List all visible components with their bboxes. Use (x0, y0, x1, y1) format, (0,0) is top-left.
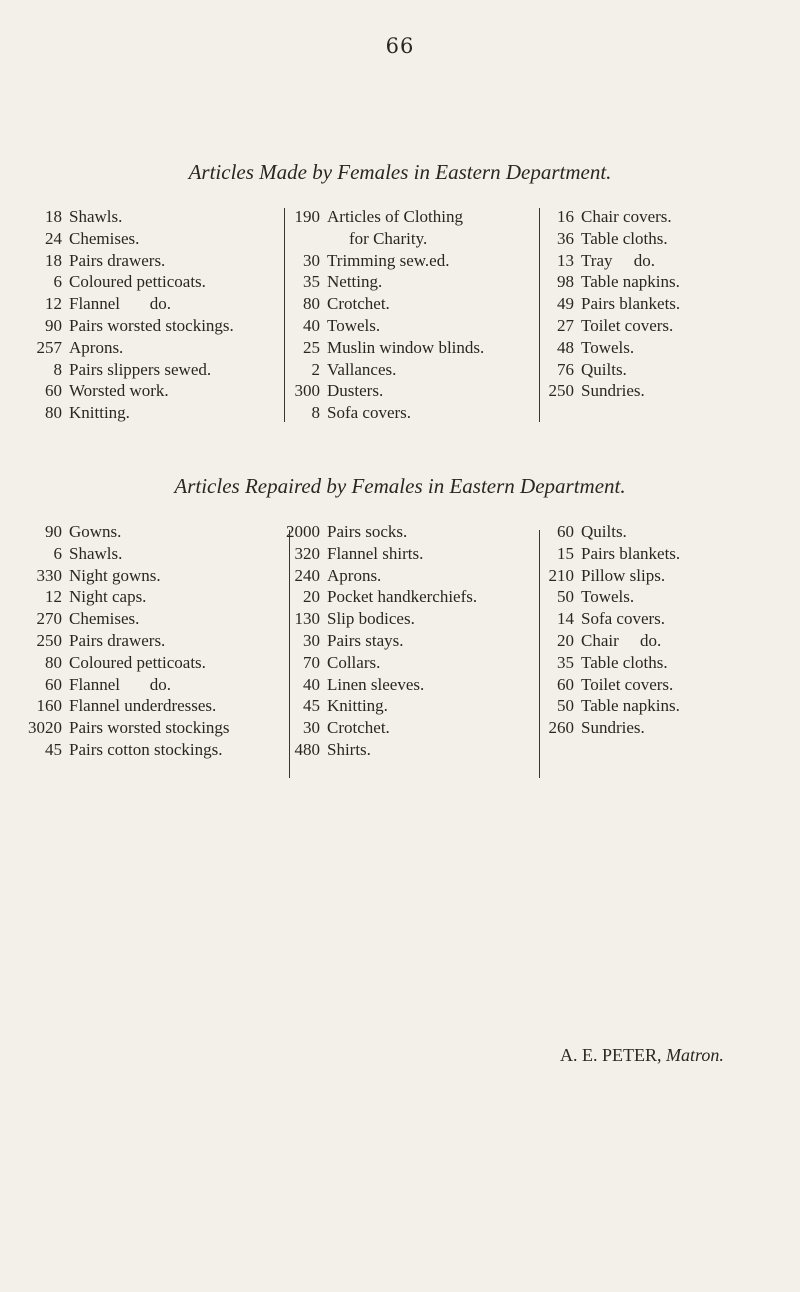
item-quantity: 160 (36, 696, 62, 716)
list-item (540, 695, 680, 717)
item-quantity: 98 (557, 272, 574, 292)
item-label: Vallances. (327, 359, 397, 379)
item-quantity: 35 (303, 272, 320, 292)
list-item (272, 630, 477, 652)
list-item (272, 521, 477, 543)
list-item (272, 586, 477, 608)
repaired-column-1 (17, 521, 230, 761)
item-quantity: 8 (53, 359, 62, 379)
item-quantity (282, 228, 327, 250)
item-quantity: 3020 (28, 718, 62, 738)
list-item (540, 315, 680, 337)
item-quantity: 40 (303, 315, 320, 335)
list-item (540, 206, 680, 228)
list-item (17, 652, 230, 674)
item-quantity: 300 (294, 381, 320, 401)
list-item (282, 315, 484, 337)
item-label: Pairs blankets. (581, 543, 681, 563)
signature-name: A. E. PETER, (560, 1045, 662, 1065)
item-label: Crotchet. (327, 294, 390, 314)
made-column-2 (282, 206, 484, 424)
item-quantity: 50 (557, 587, 574, 607)
item-quantity: 80 (45, 652, 62, 672)
list-item (17, 586, 230, 608)
item-quantity: 8 (311, 403, 320, 423)
item-label: Aprons. (69, 337, 124, 357)
list-item (272, 717, 477, 739)
item-label: Pairs drawers. (69, 630, 166, 650)
item-label: Linen sleeves. (327, 674, 425, 694)
item-label: Quilts. (581, 522, 627, 541)
item-quantity: 60 (557, 522, 574, 541)
item-quantity: 80 (45, 403, 62, 423)
list-item (272, 695, 477, 717)
item-quantity: 13 (557, 250, 574, 270)
list-item (540, 521, 680, 543)
list-item (540, 380, 680, 402)
list-item (282, 206, 484, 228)
list-item (540, 717, 680, 739)
list-item (540, 337, 680, 359)
list-item (540, 543, 680, 565)
item-quantity: 50 (557, 696, 574, 716)
item-label: Flannel underdresses. (69, 696, 217, 716)
item-label: Table cloths. (581, 652, 668, 672)
item-label: Knitting. (327, 696, 388, 716)
item-quantity: 480 (294, 739, 320, 759)
repaired-section-title: Articles Repaired by Females in Eastern Department. (174, 474, 626, 498)
item-label: Towels. (581, 587, 635, 607)
item-quantity: 18 (45, 250, 62, 270)
item-label: Toilet covers. (581, 674, 674, 694)
list-item (17, 739, 230, 761)
list-item (540, 652, 680, 674)
item-label: Gowns. (69, 522, 122, 541)
item-quantity: 24 (45, 228, 62, 248)
item-label: Crotchet. (327, 718, 390, 738)
list-item (17, 565, 230, 587)
list-item (540, 674, 680, 696)
item-quantity: 70 (303, 652, 320, 672)
item-quantity: 36 (557, 228, 574, 248)
item-quantity: 130 (294, 609, 320, 629)
item-label: Slip bodices. (327, 609, 415, 629)
item-label: Toilet covers. (581, 315, 674, 335)
item-label: Pairs socks. (327, 522, 408, 541)
list-item (540, 565, 680, 587)
item-quantity: 16 (557, 207, 574, 226)
item-quantity: 270 (36, 609, 62, 629)
item-label: Trimming sew.ed. (327, 250, 450, 270)
item-label: Sundries. (581, 718, 645, 738)
item-label: Pairs drawers. (69, 250, 166, 270)
list-item (540, 228, 680, 250)
item-quantity: 60 (45, 381, 62, 401)
list-item (282, 228, 484, 250)
list-item (282, 250, 484, 272)
made-column-3 (540, 206, 680, 402)
item-quantity: 76 (557, 359, 574, 379)
item-label: Night gowns. (69, 565, 161, 585)
item-quantity: 2000 (286, 522, 320, 541)
item-quantity: 27 (557, 315, 574, 335)
item-label: Quilts. (581, 359, 627, 379)
item-label: Sundries. (581, 381, 645, 401)
item-quantity: 30 (303, 630, 320, 650)
item-label: Articles of Clothing (327, 207, 463, 226)
item-label: Sofa covers. (581, 609, 666, 629)
item-quantity: 20 (303, 587, 320, 607)
item-label: Pocket handkerchiefs. (327, 587, 478, 607)
list-item (272, 739, 477, 761)
item-label: Table napkins. (581, 696, 680, 716)
item-label: Shawls. (69, 207, 123, 226)
list-item (22, 206, 234, 228)
item-label: Sofa covers. (327, 403, 412, 423)
repaired-column-3 (540, 521, 680, 739)
item-label: Table napkins. (581, 272, 680, 292)
item-quantity: 60 (45, 674, 62, 694)
item-quantity: 6 (53, 543, 62, 563)
page-number: 66 (385, 34, 415, 58)
list-item (272, 565, 477, 587)
list-item (22, 380, 234, 402)
item-label: Pairs stays. (327, 630, 404, 650)
item-quantity: 210 (548, 565, 574, 585)
item-quantity: 60 (557, 674, 574, 694)
item-label: for Charity. (349, 228, 428, 248)
item-quantity: 30 (303, 718, 320, 738)
item-label: Chemises. (69, 228, 140, 248)
signature-title: Matron. (666, 1045, 724, 1065)
item-label: Chair do. (581, 630, 662, 650)
item-quantity: 30 (303, 250, 320, 270)
item-label: Flannel do. (69, 294, 171, 314)
item-quantity: 190 (294, 207, 320, 226)
list-item (22, 402, 234, 424)
item-label: Netting. (327, 272, 383, 292)
item-label: Coloured petticoats. (69, 272, 206, 292)
item-quantity: 6 (53, 272, 62, 292)
item-quantity: 15 (557, 543, 574, 563)
list-item (540, 608, 680, 630)
list-item (282, 271, 484, 293)
item-label: Aprons. (327, 565, 382, 585)
list-item (282, 380, 484, 402)
item-label: Worsted work. (69, 381, 169, 401)
list-item (22, 250, 234, 272)
item-quantity: 12 (45, 294, 62, 314)
item-quantity: 2 (311, 359, 320, 379)
list-item (22, 228, 234, 250)
list-item (22, 315, 234, 337)
item-label: Night caps. (69, 587, 147, 607)
item-quantity: 35 (557, 652, 574, 672)
list-item (282, 402, 484, 424)
item-label: Flannel do. (69, 674, 171, 694)
item-quantity: 40 (303, 674, 320, 694)
list-item (17, 630, 230, 652)
item-quantity: 45 (45, 739, 62, 759)
item-quantity: 20 (557, 630, 574, 650)
list-item (282, 293, 484, 315)
list-item (17, 608, 230, 630)
item-label: Pairs worsted stockings (69, 718, 230, 738)
item-label: Chemises. (69, 609, 140, 629)
item-label: Flannel shirts. (327, 543, 424, 563)
list-item (282, 359, 484, 381)
item-quantity: 240 (294, 565, 320, 585)
list-item (22, 337, 234, 359)
item-label: Coloured petticoats. (69, 652, 206, 672)
list-item (272, 652, 477, 674)
list-item (17, 717, 230, 739)
item-label: Shawls. (69, 543, 123, 563)
list-item (272, 608, 477, 630)
list-item (22, 271, 234, 293)
item-label: Dusters. (327, 381, 384, 401)
list-item (540, 293, 680, 315)
item-label: Chair covers. (581, 207, 672, 226)
item-quantity: 320 (294, 543, 320, 563)
item-quantity: 257 (36, 337, 62, 357)
item-label: Tray do. (581, 250, 655, 270)
list-item (17, 521, 230, 543)
item-quantity: 18 (45, 207, 62, 226)
list-item (17, 674, 230, 696)
list-item (540, 586, 680, 608)
item-label: Pairs worsted stockings. (69, 315, 234, 335)
list-item (272, 674, 477, 696)
item-label: Pillow slips. (581, 565, 666, 585)
item-quantity: 14 (557, 609, 574, 629)
item-label: Muslin window blinds. (327, 337, 485, 357)
list-item (540, 630, 680, 652)
list-item (540, 271, 680, 293)
item-quantity: 49 (557, 294, 574, 314)
item-quantity: 80 (303, 294, 320, 314)
item-label: Pairs slippers sewed. (69, 359, 212, 379)
list-item (282, 337, 484, 359)
list-item (540, 359, 680, 381)
item-quantity: 90 (45, 315, 62, 335)
item-quantity: 90 (45, 522, 62, 541)
item-quantity: 45 (303, 696, 320, 716)
item-quantity: 330 (36, 565, 62, 585)
item-quantity: 12 (45, 587, 62, 607)
signature (560, 1045, 724, 1066)
item-quantity: 48 (557, 337, 574, 357)
item-quantity: 260 (548, 718, 574, 738)
item-label: Pairs blankets. (581, 294, 681, 314)
list-item (272, 543, 477, 565)
item-label: Shirts. (327, 739, 371, 759)
item-label: Towels. (327, 315, 381, 335)
item-label: Knitting. (69, 403, 130, 423)
list-item (540, 250, 680, 272)
item-label: Table cloths. (581, 228, 668, 248)
repaired-column-2 (272, 521, 477, 761)
item-label: Towels. (581, 337, 635, 357)
list-item (22, 293, 234, 315)
made-column-1 (22, 206, 234, 424)
list-item (17, 695, 230, 717)
made-section-title: Articles Made by Females in Eastern Department. (188, 160, 612, 184)
list-item (22, 359, 234, 381)
item-quantity: 25 (303, 337, 320, 357)
list-item (17, 543, 230, 565)
item-quantity: 250 (548, 381, 574, 401)
item-label: Collars. (327, 652, 381, 672)
item-label: Pairs cotton stockings. (69, 739, 223, 759)
item-quantity: 250 (36, 630, 62, 650)
